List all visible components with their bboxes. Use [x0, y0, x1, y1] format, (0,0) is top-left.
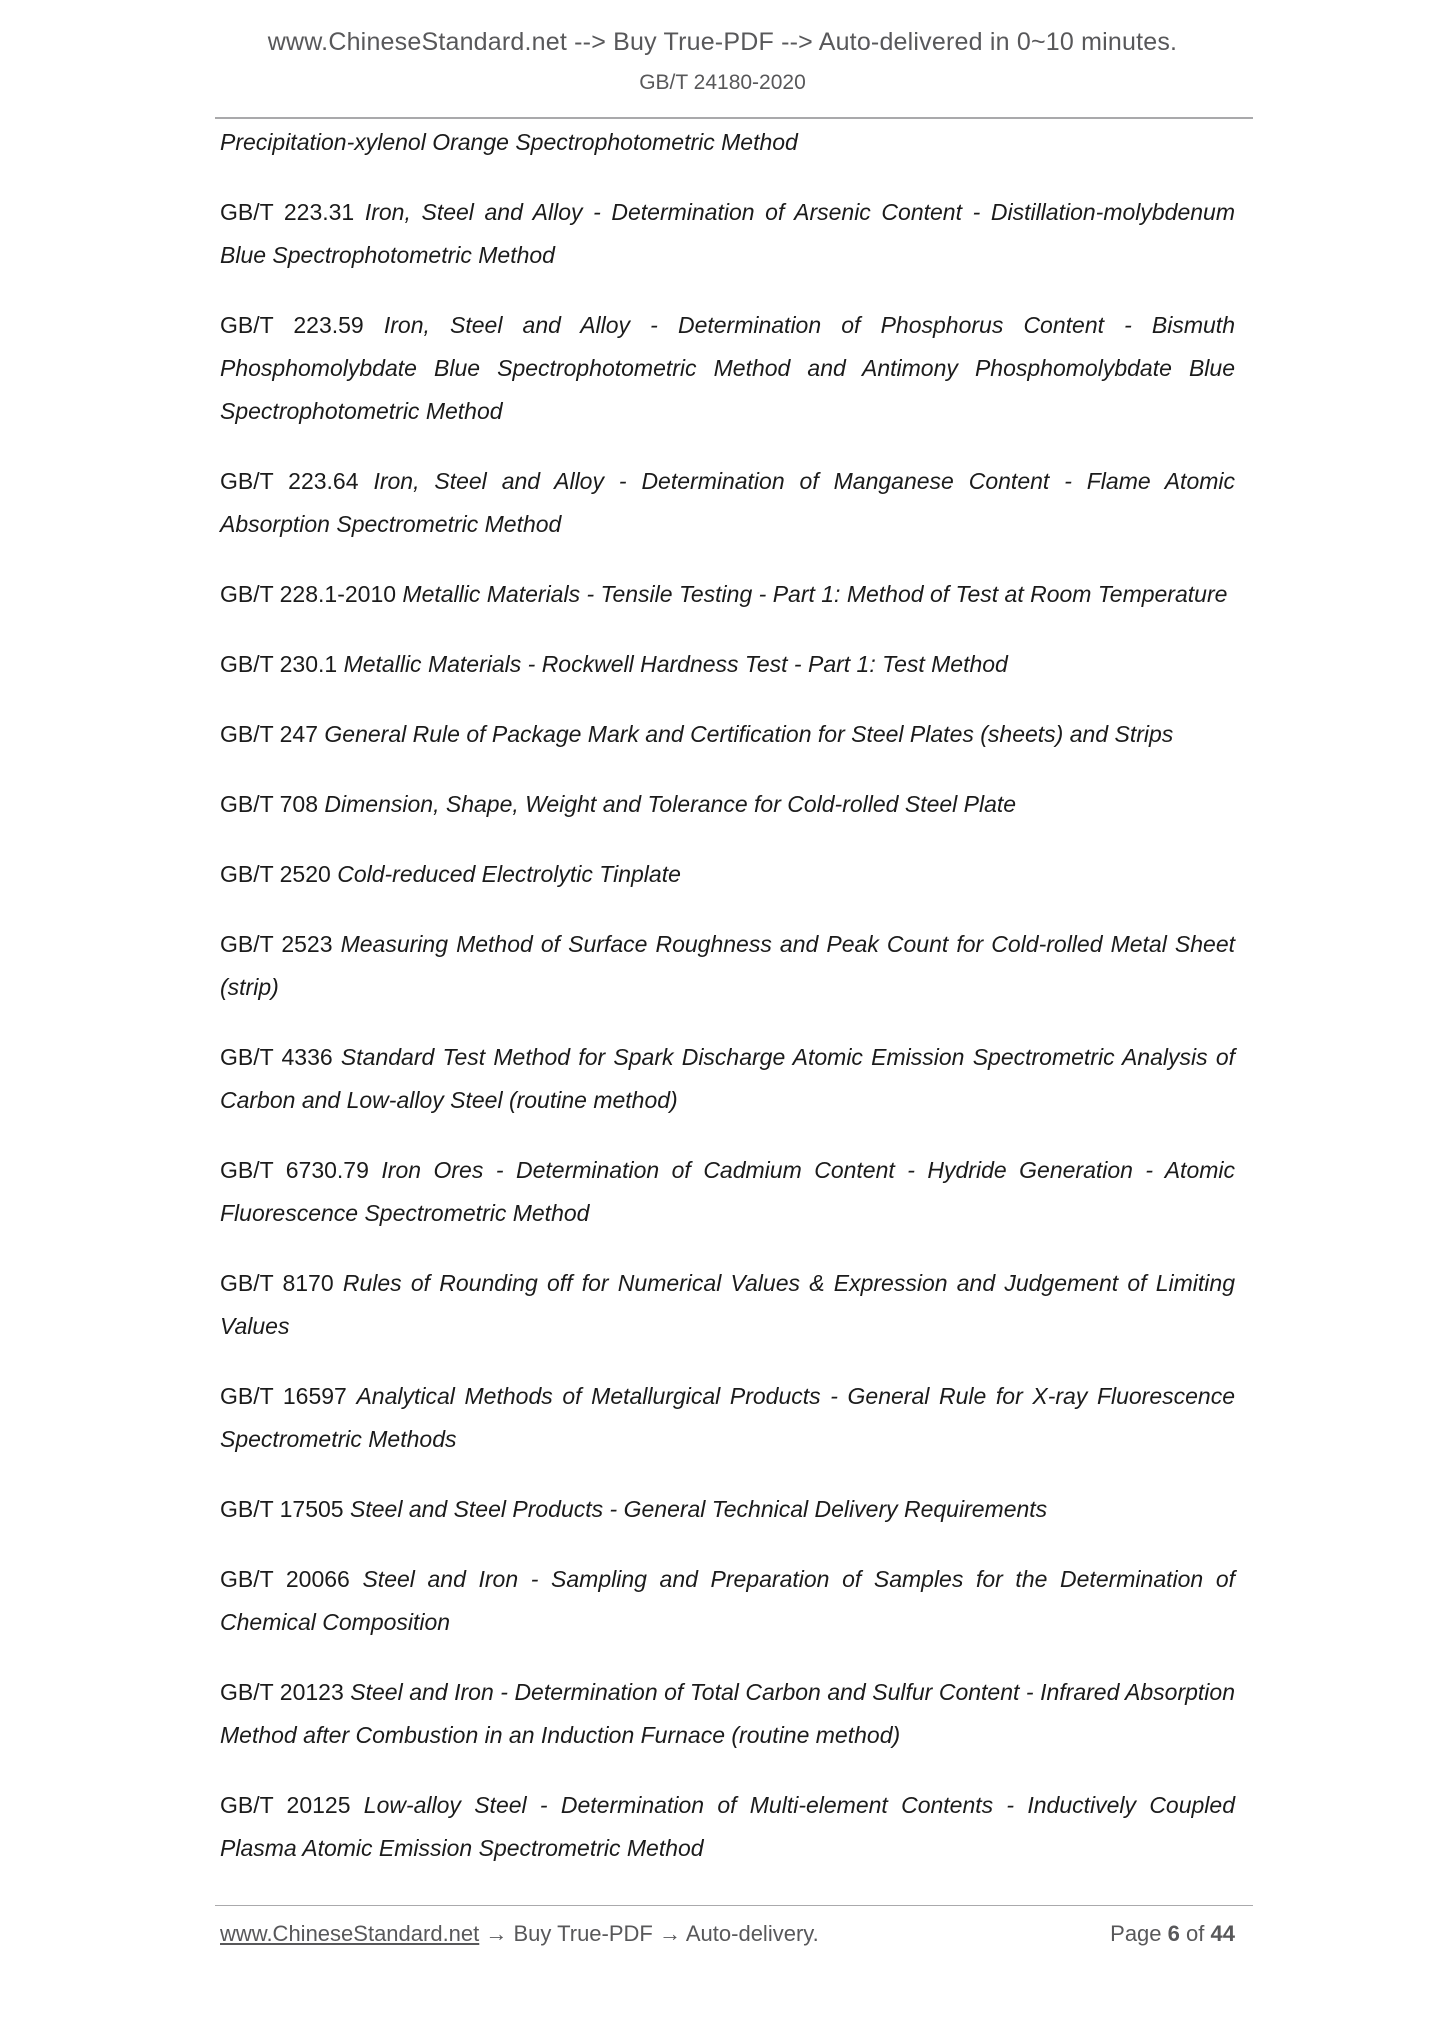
standard-title: Standard Test Method for Spark Discharge Atomic Emission Spectrometric Analysis of Carbon and Low-alloy Steel (routine method) — [220, 1044, 1236, 1113]
standard-code: GB/T 6730.79 — [220, 1157, 369, 1183]
reference-paragraph — [220, 460, 1235, 546]
standard-code: GB/T 2520 — [220, 861, 331, 887]
reference-paragraph — [220, 1488, 1235, 1531]
standard-title: Metallic Materials - Rockwell Hardness Test - Part 1: Test Method — [343, 651, 1008, 677]
standard-code: GB/T 223.64 — [220, 468, 359, 494]
standard-code: GB/T 230.1 — [220, 651, 338, 677]
standard-title: Rules of Rounding off for Numerical Values & Expression and Judgement of Limiting Values — [220, 1270, 1235, 1339]
of-label: of — [1186, 1921, 1205, 1946]
reference-paragraph — [220, 1784, 1235, 1870]
standard-code: GB/T 4336 — [220, 1044, 333, 1070]
standard-title: Steel and Steel Products - General Technical Delivery Requirements — [350, 1496, 1048, 1522]
standard-title: Low-alloy Steel - Determination of Multi-element Contents - Inductively Coupled Plasma Atomic Emission Spectrometric Method — [220, 1792, 1235, 1861]
standard-code: GB/T 708 — [220, 791, 319, 817]
standard-code: GB/T 20123 — [220, 1679, 344, 1705]
reference-paragraph — [220, 783, 1235, 826]
footer — [220, 1921, 1235, 1947]
standard-title: Precipitation-xylenol Orange Spectrophotometric Method — [220, 129, 798, 155]
reference-paragraph — [220, 713, 1235, 756]
references-list — [220, 121, 1235, 1897]
page-total: 44 — [1210, 1921, 1235, 1946]
reference-paragraph — [220, 643, 1235, 686]
reference-paragraph — [220, 1671, 1235, 1757]
reference-paragraph — [220, 923, 1235, 1009]
reference-paragraph — [220, 1149, 1235, 1235]
standard-title: Steel and Iron - Determination of Total Carbon and Sulfur Content - Infrared Absorption Method after Combustion in an Induction Furnace (routine method) — [220, 1679, 1235, 1748]
standard-code: GB/T 8170 — [220, 1270, 334, 1296]
standard-title: Steel and Iron - Sampling and Preparation of Samples for the Determination of Chemical Composition — [220, 1566, 1236, 1635]
page-label: Page — [1110, 1921, 1162, 1946]
standard-code: GB/T 223.59 — [220, 312, 364, 338]
standard-title: Metallic Materials - Tensile Testing - Part 1: Method of Test at Room Temperature — [402, 581, 1228, 607]
page-number: 6 — [1167, 1921, 1180, 1946]
standard-title: Dimension, Shape, Weight and Tolerance for Cold-rolled Steel Plate — [324, 791, 1017, 817]
standard-title: Iron, Steel and Alloy - Determination of Phosphorus Content - Bismuth Phosphomolybdate Blue Spectrophotometric Method and Antimony Phosphomolybdate Blue Spectrophotometric Method — [220, 312, 1235, 424]
reference-paragraph — [220, 304, 1235, 433]
header-banner: www.ChineseStandard.net --> Buy True-PDF --> Auto-delivered in 0~10 minutes. — [267, 28, 1178, 56]
reference-paragraph — [220, 121, 1235, 164]
standard-title: Iron Ores - Determination of Cadmium Content - Hydride Generation - Atomic Fluorescence Spectrometric Method — [220, 1157, 1236, 1226]
doc-number: GB/T 24180-2020 — [639, 71, 806, 94]
standard-title: General Rule of Package Mark and Certification for Steel Plates (sheets) and Strips — [324, 721, 1174, 747]
standard-title: Iron, Steel and Alloy - Determination of Manganese Content - Flame Atomic Absorption Spectrometric Method — [220, 468, 1236, 537]
header-divider — [215, 117, 1253, 119]
footer-site-link[interactable]: www.ChineseStandard.net — [220, 1921, 480, 1946]
standard-title: Measuring Method of Surface Roughness and Peak Count for Cold-rolled Metal Sheet (strip) — [220, 931, 1236, 1000]
standard-code: GB/T 20066 — [220, 1566, 350, 1592]
reference-paragraph — [220, 1558, 1235, 1644]
reference-paragraph — [220, 853, 1235, 896]
standard-code: GB/T 228.1-2010 — [220, 581, 397, 607]
footer-divider — [215, 1905, 1253, 1906]
standard-code: GB/T 17505 — [220, 1496, 344, 1522]
page-indicator — [1110, 1921, 1235, 1947]
standard-title: Analytical Methods of Metallurgical Products - General Rule for X-ray Fluorescence Spectrometric Methods — [220, 1383, 1236, 1452]
standard-title: Cold-reduced Electrolytic Tinplate — [337, 861, 681, 887]
standard-title: Iron, Steel and Alloy - Determination of Arsenic Content - Distillation-molybdenum Blue Spectrophotometric Method — [220, 199, 1236, 268]
standard-code: GB/T 247 — [220, 721, 319, 747]
standard-code: GB/T 2523 — [220, 931, 333, 957]
reference-paragraph — [220, 573, 1235, 616]
reference-paragraph — [220, 1262, 1235, 1348]
footer-left — [220, 1921, 819, 1947]
reference-paragraph — [220, 1036, 1235, 1122]
standard-code: GB/T 20125 — [220, 1792, 351, 1818]
footer-tagline: → Buy True-PDF → Auto-delivery. — [485, 1921, 819, 1946]
standard-code: GB/T 223.31 — [220, 199, 355, 225]
standard-code: GB/T 16597 — [220, 1383, 347, 1409]
reference-paragraph — [220, 1375, 1235, 1461]
reference-paragraph — [220, 191, 1235, 277]
